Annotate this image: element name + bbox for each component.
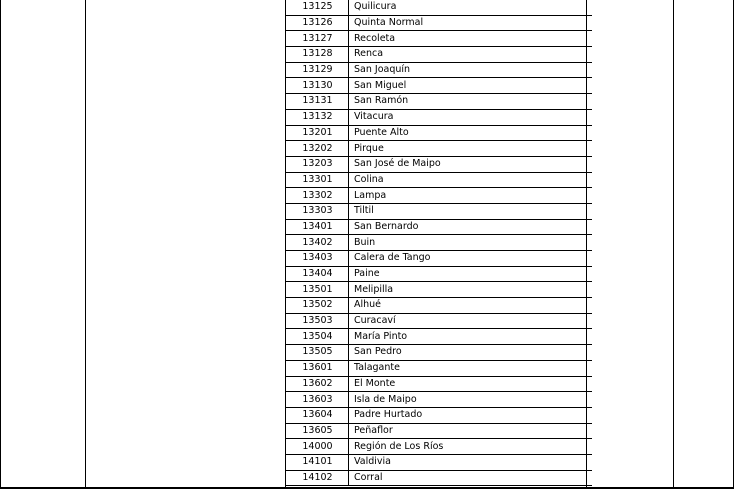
commune-code-cell: 13130 xyxy=(285,78,349,94)
table-row xyxy=(285,94,592,110)
commune-code-cell: 13602 xyxy=(285,376,349,392)
table-row xyxy=(285,470,592,486)
commune-name-cell: El Monte xyxy=(349,376,593,392)
table-row xyxy=(285,282,592,298)
table-row xyxy=(285,172,592,188)
commune-code-cell: 14101 xyxy=(285,454,349,470)
table-row xyxy=(285,439,592,455)
commune-name-cell: San Pedro xyxy=(349,345,593,361)
column-divider-4 xyxy=(673,0,674,489)
table-row xyxy=(285,298,592,314)
commune-code-cell: 13126 xyxy=(285,15,349,31)
table-row xyxy=(285,345,592,361)
commune-code-cell: 13404 xyxy=(285,266,349,282)
commune-code-cell: 13202 xyxy=(285,141,349,157)
commune-name-cell: Peñaflor xyxy=(349,423,593,439)
table-row xyxy=(285,188,592,204)
commune-name-cell: Renca xyxy=(349,47,593,63)
commune-name-cell: San Miguel xyxy=(349,78,593,94)
commune-code-cell: 13127 xyxy=(285,31,349,47)
table-row xyxy=(285,266,592,282)
commune-name-cell: Talagante xyxy=(349,360,593,376)
commune-code-table-container xyxy=(285,0,586,489)
table-row xyxy=(285,109,592,125)
table-row xyxy=(285,392,592,408)
commune-code-cell: 13402 xyxy=(285,235,349,251)
table-row xyxy=(285,407,592,423)
commune-name-cell: Isla de Maipo xyxy=(349,392,593,408)
commune-name-cell: Curacaví xyxy=(349,313,593,329)
commune-code-cell: 14102 xyxy=(285,470,349,486)
commune-code-cell: 13601 xyxy=(285,360,349,376)
table-row xyxy=(285,31,592,47)
outer-right-border xyxy=(733,0,734,489)
commune-name-cell: San Joaquín xyxy=(349,62,593,78)
commune-code-cell: 13125 xyxy=(285,0,349,15)
commune-name-cell: Quilicura xyxy=(349,0,593,15)
table-row xyxy=(285,423,592,439)
commune-name-cell: Tiltil xyxy=(349,203,593,219)
table-row xyxy=(285,376,592,392)
commune-name-cell: San Bernardo xyxy=(349,219,593,235)
commune-name-cell: Colina xyxy=(349,172,593,188)
commune-code-cell: 14000 xyxy=(285,439,349,455)
table-row xyxy=(285,15,592,31)
table-row xyxy=(285,0,592,15)
commune-name-cell: María Pinto xyxy=(349,329,593,345)
commune-name-cell: Calera de Tango xyxy=(349,251,593,267)
commune-name-cell: Valdivia xyxy=(349,454,593,470)
commune-code-cell: 13605 xyxy=(285,423,349,439)
table-row xyxy=(285,235,592,251)
commune-code-cell: 13128 xyxy=(285,47,349,63)
commune-code-cell: 13604 xyxy=(285,407,349,423)
outer-bottom-border xyxy=(0,487,734,489)
table-row xyxy=(285,454,592,470)
outer-left-border xyxy=(0,0,1,489)
commune-name-cell: San José de Maipo xyxy=(349,156,593,172)
commune-name-cell: Padre Hurtado xyxy=(349,407,593,423)
commune-code-cell: 13505 xyxy=(285,345,349,361)
table-row xyxy=(285,125,592,141)
column-divider-1 xyxy=(85,0,86,489)
table-row xyxy=(285,141,592,157)
table-row xyxy=(285,219,592,235)
commune-name-cell: Lampa xyxy=(349,188,593,204)
table-row xyxy=(285,313,592,329)
table-row xyxy=(285,156,592,172)
commune-code-cell: 13502 xyxy=(285,298,349,314)
table-row xyxy=(285,78,592,94)
commune-code-cell: 13132 xyxy=(285,109,349,125)
commune-code-cell: 13203 xyxy=(285,156,349,172)
commune-name-cell: Alhué xyxy=(349,298,593,314)
commune-code-cell: 13201 xyxy=(285,125,349,141)
commune-code-cell: 13501 xyxy=(285,282,349,298)
commune-name-cell: Paine xyxy=(349,266,593,282)
commune-code-cell: 13504 xyxy=(285,329,349,345)
commune-code-table xyxy=(285,0,592,486)
commune-name-cell: Quinta Normal xyxy=(349,15,593,31)
commune-name-cell: Puente Alto xyxy=(349,125,593,141)
commune-name-cell: Vitacura xyxy=(349,109,593,125)
commune-name-cell: Pirque xyxy=(349,141,593,157)
commune-name-cell: Melipilla xyxy=(349,282,593,298)
commune-name-cell: Recoleta xyxy=(349,31,593,47)
table-row xyxy=(285,62,592,78)
commune-code-cell: 13401 xyxy=(285,219,349,235)
commune-code-cell: 13403 xyxy=(285,251,349,267)
commune-code-cell: 13303 xyxy=(285,203,349,219)
table-row xyxy=(285,360,592,376)
commune-code-cell: 13503 xyxy=(285,313,349,329)
table-row xyxy=(285,203,592,219)
commune-name-cell: Región de Los Ríos xyxy=(349,439,593,455)
commune-name-cell: Buin xyxy=(349,235,593,251)
table-row xyxy=(285,47,592,63)
commune-code-cell: 13301 xyxy=(285,172,349,188)
commune-code-cell: 13131 xyxy=(285,94,349,110)
commune-code-cell: 13603 xyxy=(285,392,349,408)
commune-code-cell: 13129 xyxy=(285,62,349,78)
commune-code-cell: 13302 xyxy=(285,188,349,204)
commune-name-cell: Corral xyxy=(349,470,593,486)
commune-name-cell: San Ramón xyxy=(349,94,593,110)
commune-code-table-body xyxy=(285,0,592,486)
table-row xyxy=(285,329,592,345)
table-row xyxy=(285,251,592,267)
